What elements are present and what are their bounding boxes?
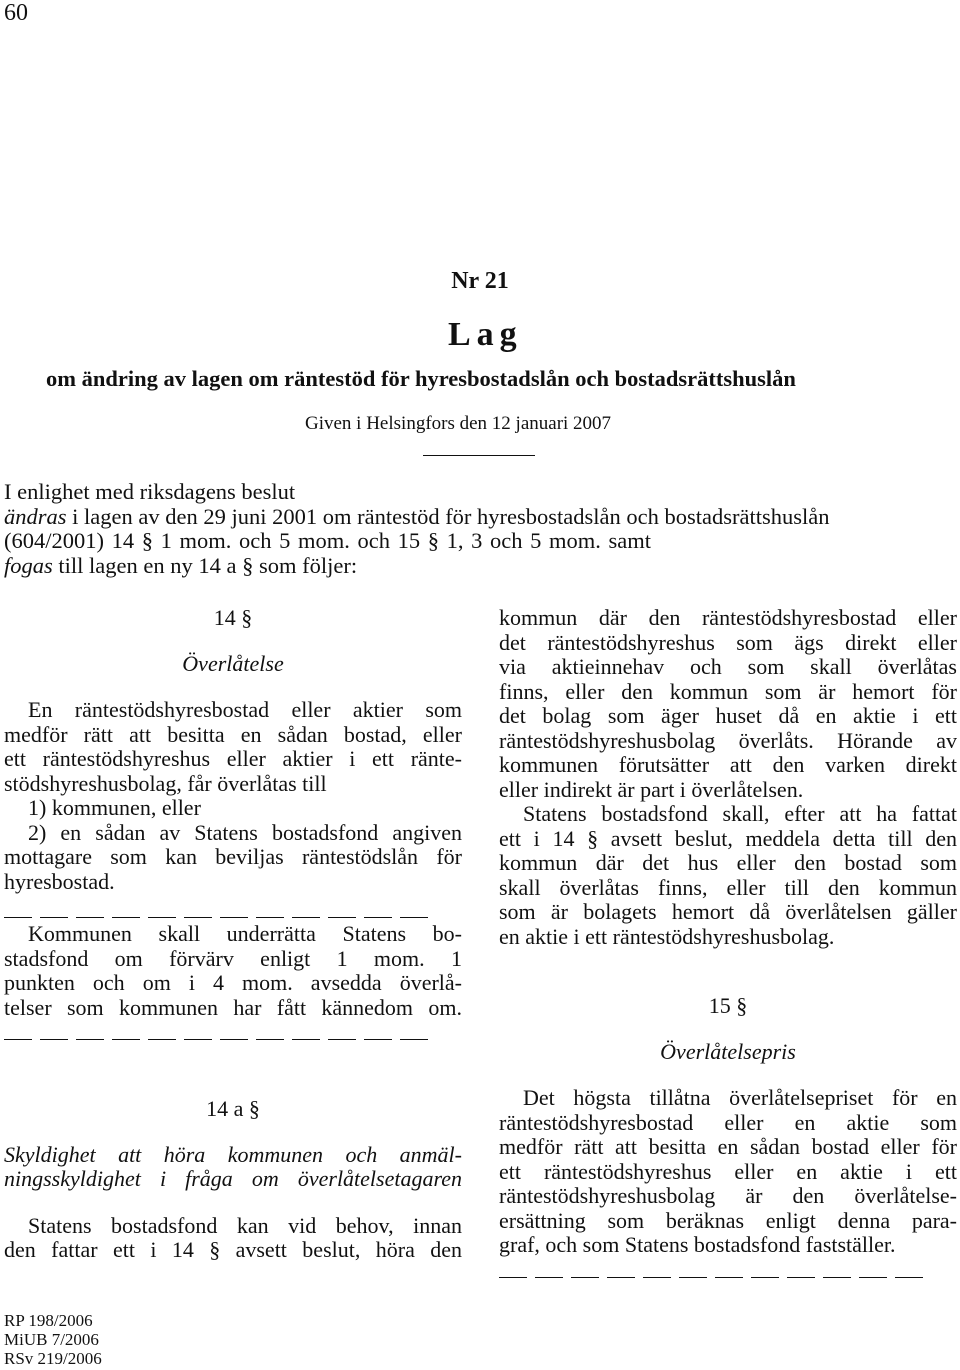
text-line: ett räntestödshyreshus eller aktier i ett ränte- bbox=[4, 746, 462, 771]
heading-line: Skyldighet att höra kommunen och anmäl- bbox=[4, 1141, 462, 1167]
intro-paragraph bbox=[4, 480, 956, 578]
text-line: finns, eller den kommun som är hemort för bbox=[499, 678, 957, 704]
law-subtitle: om ändring av lagen om räntestöd för hyresbostadslån och bostadsrättshuslån bbox=[46, 366, 796, 391]
section-14a-paragraph-1 bbox=[4, 1214, 462, 1263]
text-line: räntestödshyreshusbolag är den överlåtelse- bbox=[499, 1183, 957, 1208]
text-line: Statens bostadsfond skall, efter att ha fattat bbox=[523, 801, 957, 826]
reference-line: MiUB 7/2006 bbox=[4, 1330, 99, 1349]
section-14-paragraph-1 bbox=[4, 698, 462, 894]
intro-add-word: fogas bbox=[4, 552, 53, 578]
text-line: ersättning som beräknas enligt denna para- bbox=[499, 1207, 957, 1233]
section-15-number: 15 § bbox=[708, 993, 748, 1018]
text-line: kommun där det hus eller den bostad som bbox=[499, 850, 957, 875]
text-line: hyresbostad. bbox=[4, 868, 115, 894]
text-line: skall överlåtas finns, eller till den kommun bbox=[499, 874, 957, 900]
section-14a-heading bbox=[4, 1143, 462, 1192]
text-line: kommun där den räntestödshyresbostad eller bbox=[499, 605, 957, 630]
omission-dashes bbox=[4, 904, 462, 920]
heading-line: ningsskyldighet i fråga om överlåtelsetagaren bbox=[4, 1166, 462, 1191]
text-line: kommunen förutsätter att den varken direkt bbox=[499, 752, 957, 777]
text-line: medför rätt att besitta en sådan bostad eller för bbox=[499, 1134, 957, 1159]
text-line: en aktie i ett räntestödshyreshusbolag. bbox=[499, 923, 835, 949]
text-line: medför rätt att besitta en sådan bostad, eller bbox=[4, 721, 462, 747]
given-date: Given i Helsingfors den 12 januari 2007 bbox=[305, 413, 612, 434]
section-14-heading: Överlåtelse bbox=[182, 650, 284, 676]
left-column bbox=[4, 606, 462, 1263]
text-line: Statens bostadsfond kan vid behov, innan bbox=[28, 1212, 462, 1238]
section-15-paragraph-1 bbox=[499, 1086, 957, 1258]
section-14a-paragraph-2 bbox=[499, 802, 957, 949]
text-line: som är bolagets hemort då överlåtelsen gäller bbox=[499, 899, 957, 924]
text-line: graf, och som Statens bostadsfond fastställer. bbox=[499, 1232, 896, 1257]
section-15-heading: Överlåtelsepris bbox=[660, 1038, 796, 1064]
page-number: 60 bbox=[4, 0, 28, 26]
section-14a-continuation bbox=[499, 606, 957, 802]
header-divider bbox=[423, 455, 535, 456]
text-line: Kommunen skall underrätta Statens bo- bbox=[28, 921, 462, 946]
text-line: det räntestödshyreshus som ägs direkt eller bbox=[499, 629, 957, 655]
intro-amend-word: ändras bbox=[4, 503, 67, 529]
text-line: den fattar ett i 14 § avsett beslut, höra den bbox=[4, 1237, 462, 1262]
text-line: eller indirekt är part i överlåtelsen. bbox=[499, 776, 804, 802]
text-line: En räntestödshyresbostad eller aktier som bbox=[28, 697, 462, 722]
reference-line: RSv 219/2006 bbox=[4, 1349, 102, 1368]
text-line: ett i 14 § avsett beslut, meddela detta till den bbox=[499, 825, 957, 851]
text-line: 2) en sådan av Statens bostadsfond angiven bbox=[28, 819, 462, 845]
text-line: räntestödshyresbostad eller en aktie som bbox=[499, 1109, 957, 1135]
intro-line bbox=[4, 505, 956, 530]
legislative-references bbox=[4, 1311, 102, 1368]
right-column bbox=[499, 606, 957, 1280]
section-14-paragraph-2 bbox=[4, 922, 462, 1020]
text-line: ett räntestödshyreshus eller en aktie i ett bbox=[499, 1158, 957, 1184]
text-line: Det högsta tillåtna överlåtelsepriset för en bbox=[523, 1085, 957, 1110]
omission-dashes bbox=[499, 1264, 957, 1280]
text-line: det bolag som äger huset då en aktie i ett bbox=[499, 703, 957, 728]
text-line: via aktieinnehav och som skall överlåtas bbox=[499, 654, 957, 679]
intro-line-text: till lagen en ny 14 a § som följer: bbox=[52, 552, 358, 578]
reference-line: RP 198/2006 bbox=[4, 1311, 93, 1330]
statute-number bbox=[0, 268, 960, 295]
text-line: punkten och om i 4 mom. avsedda överlå- bbox=[4, 970, 462, 995]
law-title: Lag bbox=[448, 316, 523, 353]
intro-line bbox=[4, 554, 956, 579]
intro-line-text: i lagen av den 29 juni 2001 om räntestöd för hyresbostadslån och bostadsrättshuslån bbox=[66, 503, 830, 529]
text-line: stadsfond om förvärv enligt 1 mom. 1 bbox=[4, 945, 462, 971]
omission-dashes bbox=[4, 1026, 462, 1042]
list-item-1: 1) kommunen, eller bbox=[28, 795, 201, 820]
text-line: telser som kommunen har fått kännedom om. bbox=[4, 994, 462, 1020]
text-line: mottagare som kan beviljas räntestödslån för bbox=[4, 844, 462, 869]
statute-number-text: Nr 21 bbox=[451, 268, 509, 294]
intro-line: (604/2001) 14 § 1 mom. och 5 mom. och 15 § 1, 3 och 5 mom. samt bbox=[4, 528, 651, 553]
section-14-number: 14 § bbox=[213, 605, 253, 630]
intro-line: I enlighet med riksdagens beslut bbox=[4, 479, 296, 504]
section-14a-number: 14 a § bbox=[206, 1096, 260, 1121]
text-line: räntestödshyreshusbolag överlåts. Hörande av bbox=[499, 727, 957, 753]
text-line: stödshyreshusbolag, får överlåtas till bbox=[4, 770, 327, 796]
